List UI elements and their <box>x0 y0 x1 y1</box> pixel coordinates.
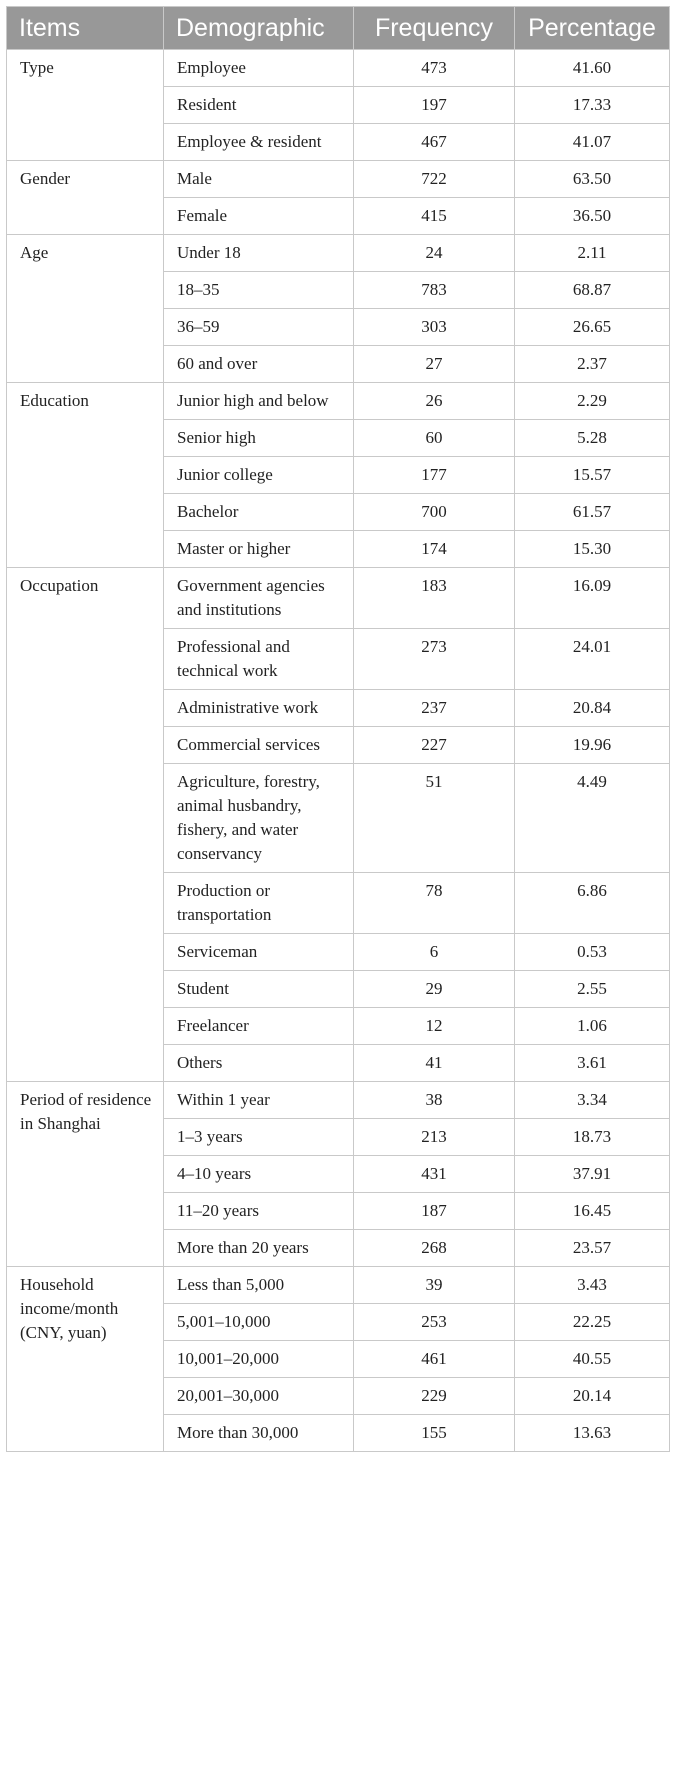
demographic-cell: Professional and technical work <box>164 629 354 690</box>
percentage-cell: 2.11 <box>515 235 670 272</box>
table-container <box>6 6 669 1452</box>
table-row <box>7 1267 670 1304</box>
demographic-cell: Student <box>164 971 354 1008</box>
demographic-cell: Under 18 <box>164 235 354 272</box>
percentage-cell: 41.60 <box>515 50 670 87</box>
demographic-cell: More than 20 years <box>164 1230 354 1267</box>
frequency-cell: 237 <box>354 690 515 727</box>
demographic-cell: Others <box>164 1045 354 1082</box>
frequency-cell: 26 <box>354 383 515 420</box>
demographic-cell: Serviceman <box>164 934 354 971</box>
percentage-cell: 61.57 <box>515 494 670 531</box>
frequency-cell: 253 <box>354 1304 515 1341</box>
percentage-cell: 3.61 <box>515 1045 670 1082</box>
header-row <box>7 7 670 50</box>
percentage-cell: 2.55 <box>515 971 670 1008</box>
percentage-cell: 3.43 <box>515 1267 670 1304</box>
demographic-cell: Bachelor <box>164 494 354 531</box>
table-row <box>7 1082 670 1119</box>
frequency-cell: 722 <box>354 161 515 198</box>
frequency-cell: 273 <box>354 629 515 690</box>
percentage-cell: 4.49 <box>515 764 670 873</box>
frequency-cell: 29 <box>354 971 515 1008</box>
table-row <box>7 568 670 629</box>
frequency-cell: 700 <box>354 494 515 531</box>
frequency-cell: 12 <box>354 1008 515 1045</box>
percentage-cell: 15.30 <box>515 531 670 568</box>
frequency-cell: 187 <box>354 1193 515 1230</box>
demographic-cell: Within 1 year <box>164 1082 354 1119</box>
item-group-cell: Period of residence in Shanghai <box>7 1082 164 1267</box>
header-percentage: Percentage <box>515 7 670 50</box>
percentage-cell: 20.84 <box>515 690 670 727</box>
percentage-cell: 37.91 <box>515 1156 670 1193</box>
frequency-cell: 60 <box>354 420 515 457</box>
frequency-cell: 268 <box>354 1230 515 1267</box>
percentage-cell: 16.45 <box>515 1193 670 1230</box>
percentage-cell: 19.96 <box>515 727 670 764</box>
frequency-cell: 473 <box>354 50 515 87</box>
demographic-cell: 18–35 <box>164 272 354 309</box>
percentage-cell: 13.63 <box>515 1415 670 1452</box>
item-group-cell: Type <box>7 50 164 161</box>
demographic-cell: Male <box>164 161 354 198</box>
table-body <box>7 50 670 1452</box>
frequency-cell: 155 <box>354 1415 515 1452</box>
demographic-cell: 36–59 <box>164 309 354 346</box>
frequency-cell: 415 <box>354 198 515 235</box>
table-row <box>7 50 670 87</box>
percentage-cell: 0.53 <box>515 934 670 971</box>
demographic-cell: Administrative work <box>164 690 354 727</box>
table-row <box>7 383 670 420</box>
table-row <box>7 161 670 198</box>
demographic-cell: Junior college <box>164 457 354 494</box>
frequency-cell: 183 <box>354 568 515 629</box>
demographic-cell: Less than 5,000 <box>164 1267 354 1304</box>
item-group-cell: Gender <box>7 161 164 235</box>
frequency-cell: 303 <box>354 309 515 346</box>
demographic-cell: Senior high <box>164 420 354 457</box>
frequency-cell: 197 <box>354 87 515 124</box>
table-header <box>7 7 670 50</box>
frequency-cell: 467 <box>354 124 515 161</box>
percentage-cell: 18.73 <box>515 1119 670 1156</box>
percentage-cell: 24.01 <box>515 629 670 690</box>
header-items: Items <box>7 7 164 50</box>
frequency-cell: 229 <box>354 1378 515 1415</box>
frequency-cell: 177 <box>354 457 515 494</box>
frequency-cell: 51 <box>354 764 515 873</box>
percentage-cell: 1.06 <box>515 1008 670 1045</box>
demographic-cell: Freelancer <box>164 1008 354 1045</box>
frequency-cell: 461 <box>354 1341 515 1378</box>
demographic-cell: Employee <box>164 50 354 87</box>
percentage-cell: 6.86 <box>515 873 670 934</box>
frequency-cell: 174 <box>354 531 515 568</box>
demographic-cell: Agriculture, forestry, animal husbandry, fishery, and water conservancy <box>164 764 354 873</box>
percentage-cell: 41.07 <box>515 124 670 161</box>
percentage-cell: 23.57 <box>515 1230 670 1267</box>
percentage-cell: 40.55 <box>515 1341 670 1378</box>
frequency-cell: 227 <box>354 727 515 764</box>
percentage-cell: 15.57 <box>515 457 670 494</box>
frequency-cell: 41 <box>354 1045 515 1082</box>
table-row <box>7 235 670 272</box>
percentage-cell: 2.37 <box>515 346 670 383</box>
percentage-cell: 20.14 <box>515 1378 670 1415</box>
demographic-cell: Female <box>164 198 354 235</box>
percentage-cell: 63.50 <box>515 161 670 198</box>
frequency-cell: 78 <box>354 873 515 934</box>
demographic-cell: Government agencies and institutions <box>164 568 354 629</box>
frequency-cell: 27 <box>354 346 515 383</box>
demographic-cell: Junior high and below <box>164 383 354 420</box>
item-group-cell: Age <box>7 235 164 383</box>
demographic-cell: 5,001–10,000 <box>164 1304 354 1341</box>
demographic-cell: 20,001–30,000 <box>164 1378 354 1415</box>
demographic-cell: 10,001–20,000 <box>164 1341 354 1378</box>
demographic-cell: 60 and over <box>164 346 354 383</box>
demographic-cell: Employee & resident <box>164 124 354 161</box>
frequency-cell: 38 <box>354 1082 515 1119</box>
percentage-cell: 5.28 <box>515 420 670 457</box>
percentage-cell: 3.34 <box>515 1082 670 1119</box>
frequency-cell: 213 <box>354 1119 515 1156</box>
frequency-cell: 24 <box>354 235 515 272</box>
percentage-cell: 22.25 <box>515 1304 670 1341</box>
demographic-cell: Resident <box>164 87 354 124</box>
percentage-cell: 36.50 <box>515 198 670 235</box>
demographic-cell: 4–10 years <box>164 1156 354 1193</box>
item-group-cell: Occupation <box>7 568 164 1082</box>
demographic-cell: Production or transportation <box>164 873 354 934</box>
demographic-cell: 11–20 years <box>164 1193 354 1230</box>
percentage-cell: 26.65 <box>515 309 670 346</box>
demographic-cell: Commercial services <box>164 727 354 764</box>
header-demographic: Demographic <box>164 7 354 50</box>
frequency-cell: 39 <box>354 1267 515 1304</box>
frequency-cell: 783 <box>354 272 515 309</box>
percentage-cell: 68.87 <box>515 272 670 309</box>
percentage-cell: 2.29 <box>515 383 670 420</box>
frequency-cell: 431 <box>354 1156 515 1193</box>
demographics-table <box>6 6 670 1452</box>
header-frequency: Frequency <box>354 7 515 50</box>
item-group-cell: Education <box>7 383 164 568</box>
frequency-cell: 6 <box>354 934 515 971</box>
percentage-cell: 17.33 <box>515 87 670 124</box>
percentage-cell: 16.09 <box>515 568 670 629</box>
item-group-cell: Household income/month (CNY, yuan) <box>7 1267 164 1452</box>
demographic-cell: Master or higher <box>164 531 354 568</box>
demographic-cell: 1–3 years <box>164 1119 354 1156</box>
demographic-cell: More than 30,000 <box>164 1415 354 1452</box>
